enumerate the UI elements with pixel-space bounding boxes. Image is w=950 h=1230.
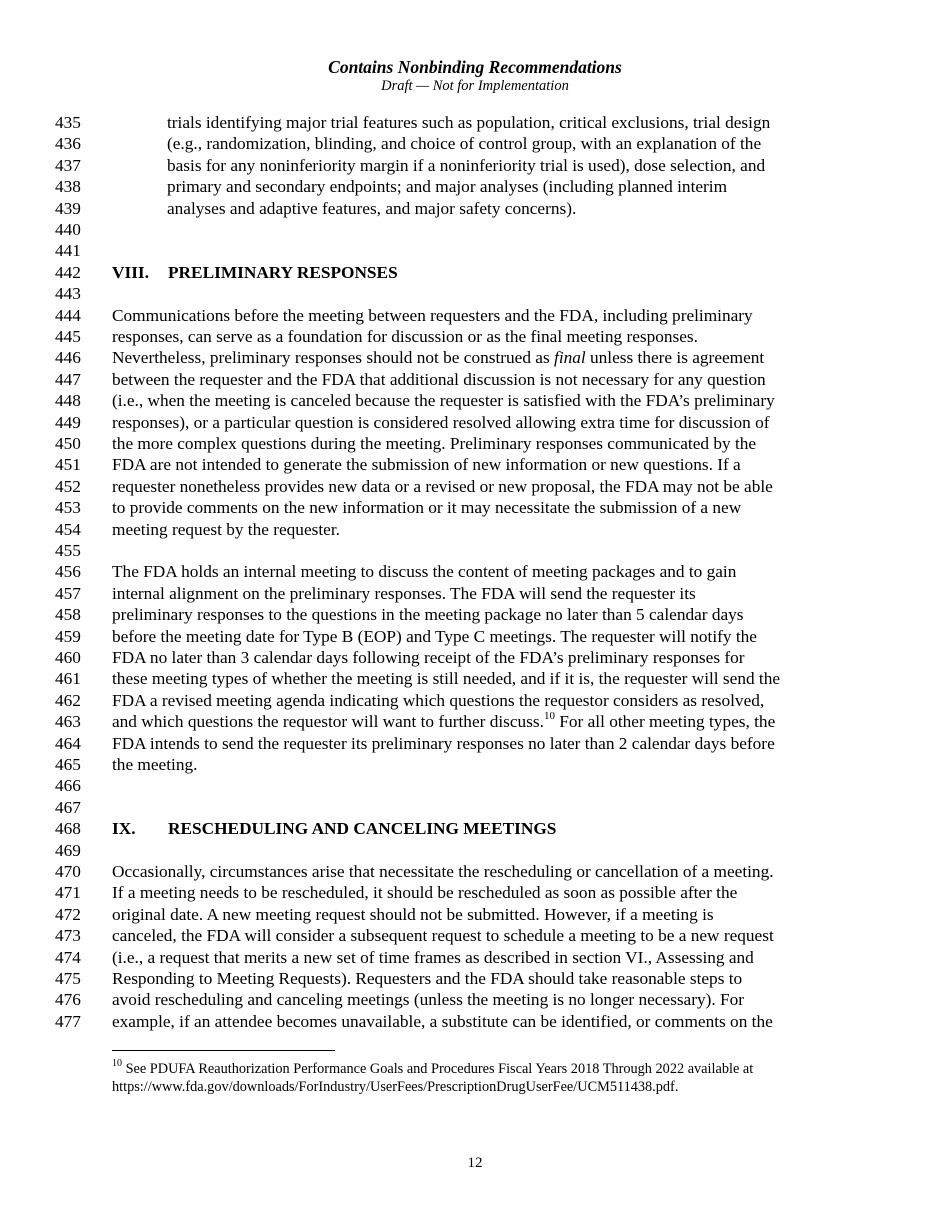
line-number: 460 <box>55 648 81 667</box>
line-number: 459 <box>55 626 81 646</box>
line-number: 474 <box>55 947 81 967</box>
line-text: the more complex questions during the meeting. Preliminary responses communicated by the <box>112 434 757 453</box>
line-number: 444 <box>55 305 81 325</box>
line-number: 464 <box>55 733 81 753</box>
line-number: 468 <box>55 819 81 839</box>
line-text: Communications before the meeting between requesters and the FDA, including preliminary <box>112 305 753 325</box>
footnote-10 <box>112 1060 753 1078</box>
line-text: (e.g., randomization, blinding, and choice of control group, with an explanation of the <box>167 134 762 154</box>
line-text: the meeting. <box>112 755 198 774</box>
line-text: If a meeting needs to be rescheduled, it should be rescheduled as soon as possible after the <box>112 883 738 903</box>
line-number: 448 <box>55 391 81 411</box>
line-number: 466 <box>55 776 81 796</box>
line-number: 472 <box>55 904 81 924</box>
footnote-url: https://www.fda.gov/downloads/ForIndustry/UserFees/PrescriptionDrugUserFee/UCM511438.pdf. <box>112 1079 679 1095</box>
line-text: FDA no later than 3 calendar days following receipt of the FDA’s preliminary responses for <box>112 648 745 667</box>
line-text: Occasionally, circumstances arise that necessitate the rescheduling or cancellation of a meeting. <box>112 862 774 881</box>
line-number: 470 <box>55 862 81 881</box>
line-text: between the requester and the FDA that additional discussion is not necessary for any question <box>112 369 766 389</box>
line-number: 450 <box>55 434 81 453</box>
line-number: 441 <box>55 241 81 261</box>
line-number: 449 <box>55 412 81 432</box>
footnote-marker: 10 <box>112 1058 122 1070</box>
line-text: (i.e., a request that merits a new set of time frames as described in section VI., Assessing and <box>112 947 754 967</box>
line-number: 446 <box>55 348 81 368</box>
line-number: 471 <box>55 883 81 903</box>
line-text: FDA a revised meeting agenda indicating which questions the requestor considers as resolved, <box>112 690 765 710</box>
line-text: FDA are not intended to generate the submission of new information or new questions. If a <box>112 455 741 475</box>
footnote-divider <box>112 1050 335 1051</box>
line-text: responses, can serve as a foundation for discussion or as the final meeting responses. <box>112 327 698 346</box>
line-text: responses), or a particular question is considered resolved allowing extra time for discussion of <box>112 412 770 432</box>
line-number: 473 <box>55 926 81 946</box>
line-text: (i.e., when the meeting is canceled because the requester is satisfied with the FDA’s preliminary <box>112 391 775 411</box>
line-text-part: unless there is agreement <box>585 348 765 368</box>
line-text: original date. A new meeting request should not be submitted. However, if a meeting is <box>112 904 714 924</box>
line-number: 467 <box>55 797 81 817</box>
section-number-viii: VIII. <box>112 262 149 282</box>
line-number: 437 <box>55 155 81 175</box>
line-text: before the meeting date for Type B (EOP) and Type C meetings. The requester will notify the <box>112 626 757 646</box>
line-number: 443 <box>55 284 81 304</box>
line-number: 438 <box>55 177 81 197</box>
line-number: 454 <box>55 519 81 539</box>
line-number: 452 <box>55 476 81 496</box>
page-number: 12 <box>467 1155 483 1171</box>
line-text <box>112 347 764 368</box>
line-number: 463 <box>55 712 81 732</box>
line-number: 457 <box>55 583 81 603</box>
line-number: 458 <box>55 605 81 625</box>
line-number: 436 <box>55 134 81 154</box>
emphasis-final: final <box>554 348 586 368</box>
footnote-text: See PDUFA Reauthorization Performance Goals and Procedures Fiscal Years 2018 Through 2022 available at <box>122 1061 754 1077</box>
line-text: avoid rescheduling and canceling meetings (unless the meeting is no longer necessary). For <box>112 990 745 1010</box>
line-text: example, if an attendee becomes unavailable, a substitute can be identified, or comments on the <box>112 1011 773 1031</box>
line-number: 453 <box>55 498 81 518</box>
line-text: requester nonetheless provides new data or a revised or new proposal, the FDA may not be able <box>112 476 773 496</box>
line-number: 451 <box>55 455 81 475</box>
line-number: 475 <box>55 969 81 988</box>
line-text: to provide comments on the new information or it may necessitate the submission of a new <box>112 498 742 518</box>
line-number: 465 <box>55 755 81 774</box>
page-header-subtitle: Draft — Not for Implementation <box>381 78 569 94</box>
line-number: 447 <box>55 369 81 389</box>
line-number: 477 <box>55 1011 81 1031</box>
line-text: canceled, the FDA will consider a subsequent request to schedule a meeting to be a new request <box>112 926 774 946</box>
section-title-preliminary-responses: PRELIMINARY RESPONSES <box>168 262 398 282</box>
line-number: 455 <box>55 541 81 560</box>
line-number: 439 <box>55 198 81 218</box>
line-number: 462 <box>55 690 81 710</box>
line-text: trials identifying major trial features such as population, critical exclusions, trial design <box>167 113 771 132</box>
line-text: meeting request by the requester. <box>112 519 340 539</box>
line-number: 476 <box>55 990 81 1010</box>
line-text: The FDA holds an internal meeting to discuss the content of meeting packages and to gain <box>112 562 737 582</box>
line-text-part: For all other meeting types, the <box>554 712 776 732</box>
line-number: 445 <box>55 327 81 346</box>
line-text: primary and secondary endpoints; and major analyses (including planned interim <box>167 177 728 197</box>
line-number: 442 <box>55 262 81 282</box>
line-number: 440 <box>55 220 81 239</box>
section-number-ix: IX. <box>112 819 136 839</box>
footnote-reference: 10 <box>543 710 555 723</box>
line-number: 456 <box>55 562 81 582</box>
line-text: internal alignment on the preliminary responses. The FDA will send the requester its <box>112 583 696 603</box>
line-text: analyses and adaptive features, and major safety concerns). <box>167 198 577 218</box>
line-text: preliminary responses to the questions in the meeting package no later than 5 calendar days <box>112 605 744 625</box>
line-text: FDA intends to send the requester its preliminary responses no later than 2 calendar days before <box>112 733 775 753</box>
line-number: 461 <box>55 669 81 689</box>
line-text-part: and which questions the requestor will want to further discuss. <box>112 712 544 732</box>
line-text-part: Nevertheless, preliminary responses should not be construed as <box>112 348 555 368</box>
line-text: Responding to Meeting Requests). Requesters and the FDA should take reasonable steps to <box>112 969 743 988</box>
line-text: basis for any noninferiority margin if a noninferiority trial is used), dose selection, and <box>167 155 766 175</box>
page-header-title: Contains Nonbinding Recommendations <box>328 57 622 77</box>
line-number: 435 <box>55 113 81 132</box>
line-text <box>112 711 775 732</box>
line-text: these meeting types of whether the meeting is still needed, and if it is, the requester will send the <box>112 669 781 689</box>
line-number: 469 <box>55 840 81 860</box>
section-title-rescheduling: RESCHEDULING AND CANCELING MEETINGS <box>168 819 557 839</box>
